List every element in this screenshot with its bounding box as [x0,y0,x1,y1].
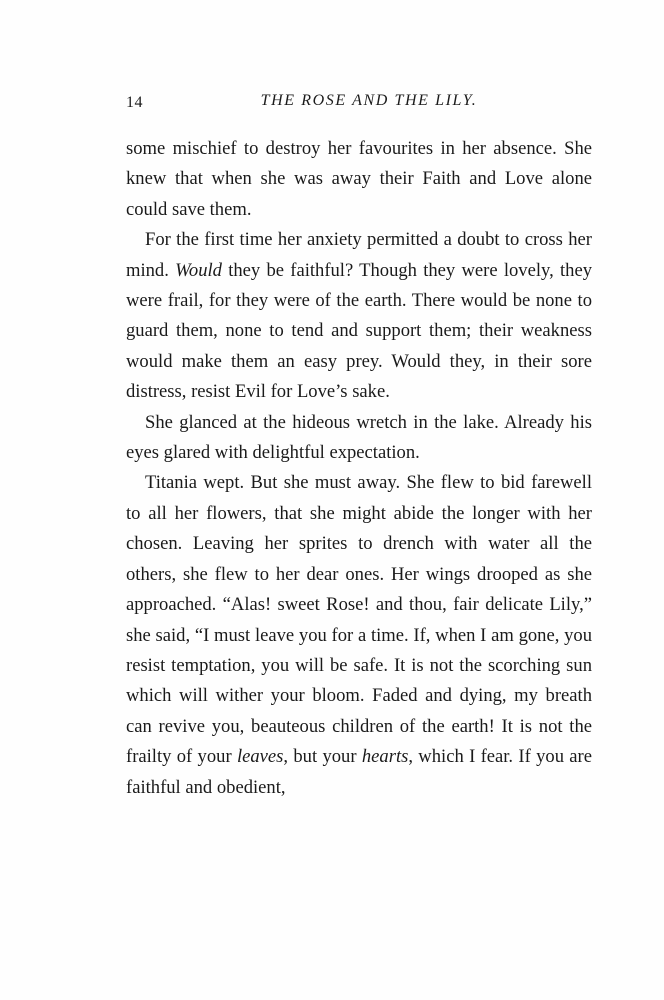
paragraph [126,408,592,469]
text-run: some mischief to destroy her favourites in her absence. She knew that when she was away their Faith and Love alone could save them. [126,138,592,220]
emphasis-would: Would [175,259,222,281]
emphasis-leaves: leaves [236,746,284,768]
text-run: , which I fear. If you are faithful and obedient, [126,746,592,798]
paragraph-continuation [126,134,592,225]
page-header [126,92,592,116]
paragraph [126,468,592,802]
text-run: Titania wept. But she must away. She flew to bid farewell to all her flowers, that she might abide the longer with her chosen. Leaving her sprites to drench with water all the others, she flew to her dear ones. Her wings drooped as she approached. “Alas! sweet Rose! and thou, fair delicate Lily,” she said, “I must leave you for a time. If, when I am gone, you resist temptation, you will be safe. It is not the scorching sun which will wither your bloom. Faded and dying, my breath can revive you, beauteous children of the earth! It is not the frailty of your [126,472,592,768]
emphasis-hearts: hearts [361,746,409,768]
text-run: For the first time her anxiety permitted a doubt to cross her mind. [126,229,592,281]
running-title: THE ROSE AND THE LILY. [260,92,478,109]
text-run: they be faithful? Though they were lovely, they were frail, for they were of the earth. There would be none to guard them, none to tend and support them; their weakness would make them an easy prey. Would they, in their sore distress, resist Evil for Love’s sake. [126,259,592,403]
text-run: , but your [283,746,362,768]
text-run: She glanced at the hideous wretch in the lake. Already his eyes glared with delightful expectation. [126,411,592,464]
paragraph [126,225,592,407]
body-text [126,134,592,803]
page-number: 14 [126,94,143,111]
